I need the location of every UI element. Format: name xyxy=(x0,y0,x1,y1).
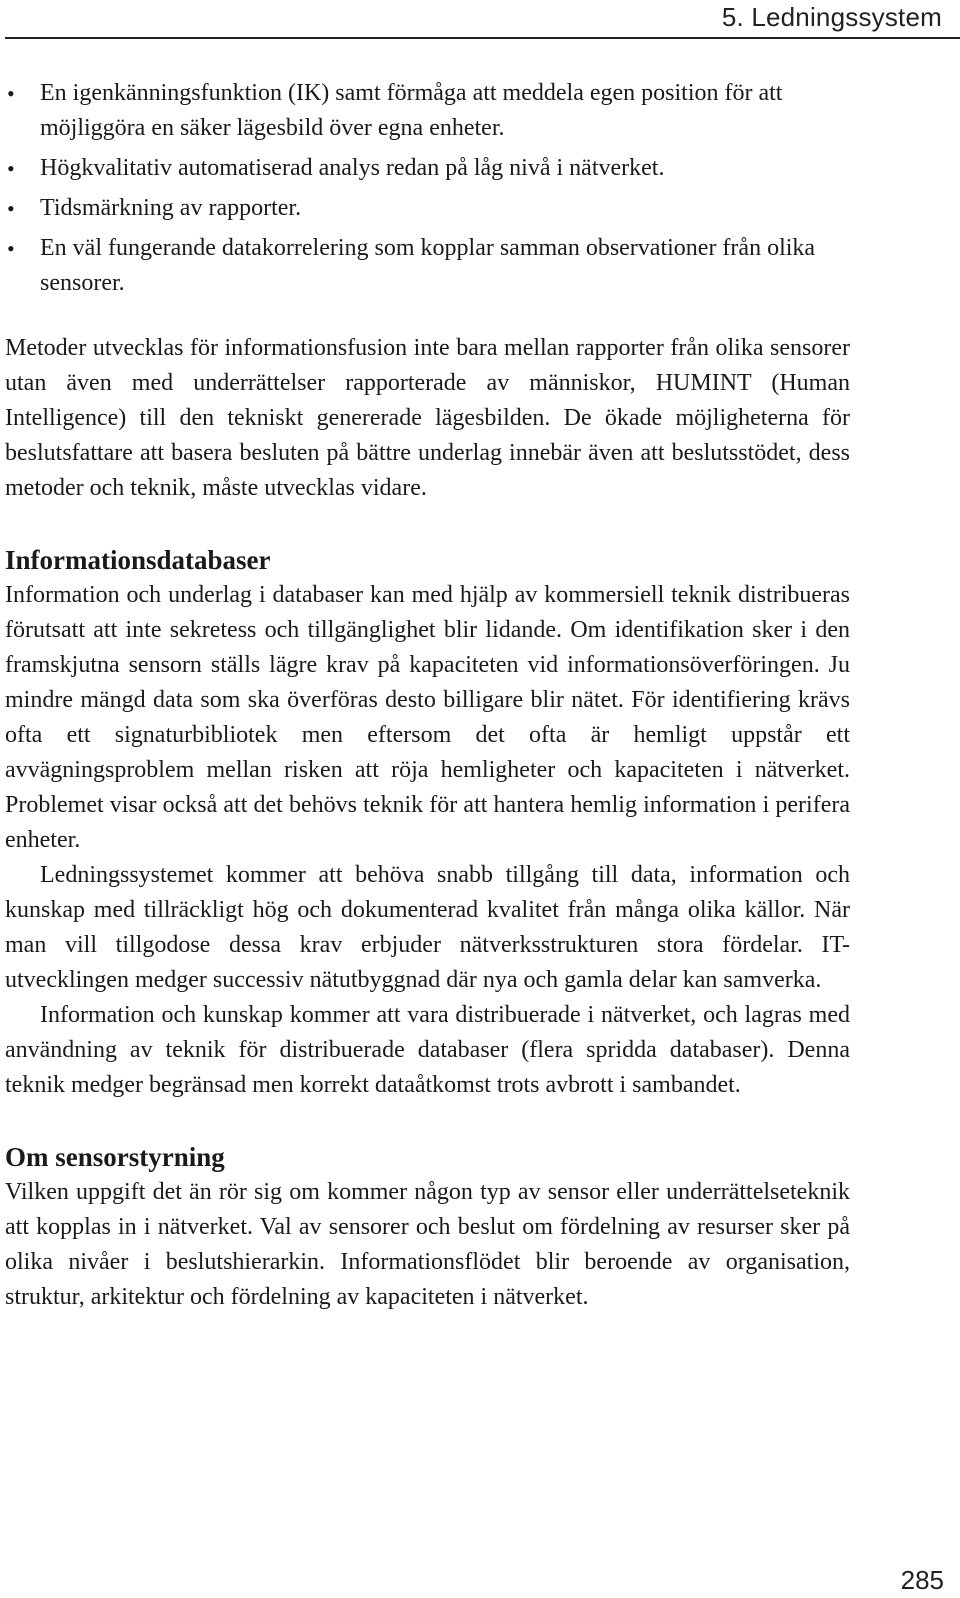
bullet-item xyxy=(5,191,850,226)
chapter-header-title: 5. Ledningssystem xyxy=(721,2,942,32)
section-paragraph: Information och underlag i databaser kan med hjälp av kommersiell teknik distribueras förutsatt att inte sekretess och tillgänglighet blir lidande. Om identifikation sker i den framskjutna sensorn ställs lägre krav på kapaciteten vid informationsöverföringen. Ju mindre mängd data som ska överföras desto billigare blir nätet. För identifiering krävs ofta ett signaturbibliotek men eftersom det ofta är hemligt uppstår ett avvägningsproblem mellan risken att röja hemligheter och kapaciteten i nätverket. Problemet visar också att det behövs teknik för att hantera hemlig information i perifera enheter. xyxy=(5,582,850,853)
page-body xyxy=(5,76,850,1315)
bullet-item xyxy=(5,76,850,146)
section-heading-om-sensorstyrning: Om sensorstyrning xyxy=(5,1142,225,1172)
bullet-text: En väl fungerande datakorrelering som kopplar samman observationer från olika sensorer. xyxy=(40,235,816,296)
bullet-item xyxy=(5,231,850,301)
bullet-list xyxy=(5,76,850,301)
section-paragraph: Ledningssystemet kommer att behöva snabb tillgång till data, information och kunskap med tillräckligt hög och dokumenterad kvalitet från många olika källor. När man vill tillgodose dessa krav erbjuder nätverksstrukturen stora fördelar. IT-utvecklingen medger successiv nätutbyggnad där nya och gamla delar kan samverka. xyxy=(5,862,850,993)
section-heading-informationsdatabaser: Informationsdatabaser xyxy=(5,545,271,575)
section-paragraph: Vilken uppgift det än rör sig om kommer någon typ av sensor eller underrättelseteknik att kopplas in i nätverket. Val av sensorer och beslut om fördelning av resurser sker på olika nivåer i beslutshierarkin. Informationsflödet blir beroende av organisation, struktur, arkitektur och fördelning av kapaciteten i nätverket. xyxy=(5,1179,850,1310)
bullet-icon: • xyxy=(7,196,15,221)
bullet-text: En igenkänningsfunktion (IK) samt förmåga att meddela egen position för att möjliggöra en säker lägesbild över egna enheter. xyxy=(40,80,783,141)
bullet-text: Högkvalitativ automatiserad analys redan på låg nivå i nätverket. xyxy=(40,155,665,181)
intro-paragraph: Metoder utvecklas för informationsfusion inte bara mellan rapporter från olika sensorer utan även med underrättelser rapporterade av människor, HUMINT (Human Intelligence) till den tekniskt genererade lägesbilden. De ökade möjligheterna för beslutsfattare att basera besluten på bättre underlag innebär även att beslutsstödet, dess metoder och teknik, måste utvecklas vidare. xyxy=(5,335,850,501)
page-number: 285 xyxy=(900,1565,944,1595)
section-paragraph: Information och kunskap kommer att vara distribuerade i nätverket, och lagras med användning av teknik för distribuerade databaser (flera spridda databaser). Denna teknik medger begränsad men korrekt dataåtkomst trots avbrott i sambandet. xyxy=(5,1002,850,1098)
bullet-item xyxy=(5,151,850,186)
bullet-icon: • xyxy=(7,236,15,261)
bullet-icon: • xyxy=(7,156,15,181)
bullet-icon: • xyxy=(7,81,15,106)
bullet-text: Tidsmärkning av rapporter. xyxy=(40,195,302,221)
header-divider xyxy=(5,37,960,39)
